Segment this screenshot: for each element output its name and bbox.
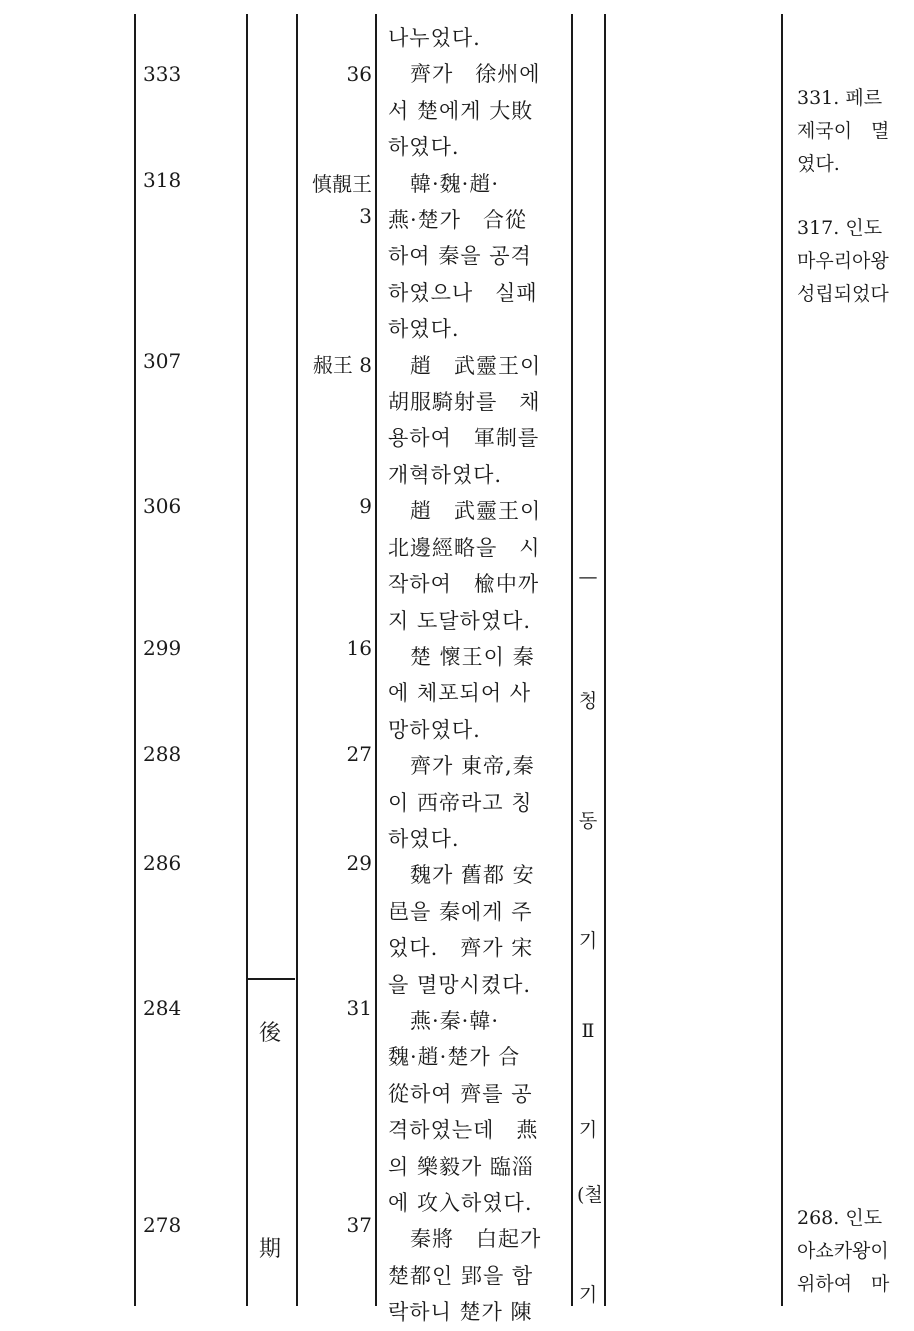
world-event-line: 아쇼카왕이 — [797, 1240, 889, 1262]
event-line: 燕·秦·韓· — [388, 1008, 500, 1033]
year-label: 284 — [143, 996, 182, 1020]
event-line: 었다. 齊가 宋 — [388, 936, 534, 961]
event-line: 이 西帝라고 칭 — [388, 790, 533, 815]
event-column — [388, 20, 568, 1331]
phase-char: 기 — [578, 1119, 598, 1141]
rule-year-period — [246, 14, 248, 1306]
event-line: 용하여 軍制를 — [388, 426, 540, 451]
year-label: 306 — [143, 494, 182, 518]
event-line: 나누었다. — [388, 26, 481, 50]
year-label: 318 — [143, 168, 182, 192]
year-label: 307 — [143, 349, 182, 373]
event-line: 魏가 舊都 安 — [388, 863, 535, 888]
world-event-line: 성립되었다 — [797, 283, 889, 305]
event-line: 을 멸망시켰다. — [388, 972, 532, 997]
reign-year: 16 — [346, 636, 372, 660]
event-line: 에 체포되어 사 — [388, 681, 532, 706]
period-label-period: 期 — [259, 1237, 282, 1262]
phase-char: Ⅱ — [581, 1020, 595, 1042]
event-line: 서 楚에게 大敗 — [388, 98, 534, 123]
event-line: 韓·魏·趙· — [388, 171, 500, 196]
world-event-line: 였다. — [797, 153, 840, 175]
event-line: 趙 武靈王이 — [388, 499, 542, 524]
event-line: 개혁하였다. — [388, 462, 503, 487]
phase-char: (철 — [577, 1184, 603, 1206]
event-line: 齊가 徐州에 — [388, 62, 541, 87]
event-line: 北邊經略을 시 — [388, 535, 541, 560]
event-line: 楚都인 郢을 함 — [388, 1263, 534, 1288]
period-label-later: 後 — [259, 1021, 282, 1046]
world-event-line: 331. 페르 — [797, 87, 883, 109]
world-event — [797, 1202, 889, 1301]
event-line: 지 도달하였다. — [388, 608, 532, 633]
phase-char: 동 — [578, 810, 598, 832]
year-label: 333 — [143, 62, 182, 86]
world-event-line: 제국이 멸 — [797, 120, 890, 142]
phase-dash: — — [578, 566, 598, 588]
rule-left — [134, 14, 136, 1306]
reign-name: 慎靚王 — [312, 172, 372, 196]
event-line: 하였다. — [388, 317, 460, 342]
rule-phase-right — [604, 14, 606, 1306]
phase-char: 청 — [578, 690, 598, 712]
event-line: 하였다. — [388, 826, 460, 851]
period-separator — [247, 978, 295, 980]
phase-char: 기 — [578, 1284, 598, 1306]
rule-event-phase — [571, 14, 573, 1306]
rule-period-reign — [296, 14, 298, 1306]
reign-year: 9 — [359, 494, 372, 518]
year-label: 299 — [143, 636, 182, 660]
event-line: 하여 秦을 공격 — [388, 244, 532, 269]
event-line: 楚 懷王이 秦 — [388, 644, 535, 669]
event-line: 齊가 東帝,秦 — [388, 754, 535, 779]
world-event-line: 마우리아왕 — [797, 250, 889, 272]
event-line: 에 攻入하였다. — [388, 1191, 533, 1215]
reign-year: 37 — [346, 1213, 372, 1237]
event-line: 작하여 楡中까 — [388, 572, 540, 597]
rule-reign-event — [375, 14, 377, 1306]
year-label: 286 — [143, 851, 182, 875]
world-event-line: 위하여 마 — [797, 1273, 890, 1295]
event-line: 하였다. — [388, 135, 460, 160]
reign-year: 3 — [359, 204, 372, 228]
event-line: 망하였다. — [388, 717, 481, 742]
year-label: 278 — [143, 1213, 182, 1237]
event-line: 魏·趙·楚가 合 — [388, 1045, 521, 1070]
event-line: 從하여 齊를 공 — [388, 1081, 533, 1106]
event-line: 趙 武靈王이 — [388, 353, 542, 378]
event-line: 락하니 楚가 陳 — [388, 1300, 533, 1325]
reign-year: 36 — [346, 62, 372, 86]
year-label: 288 — [143, 742, 182, 766]
world-event — [797, 82, 889, 181]
reign-name: 赧王 8 — [312, 353, 372, 377]
event-line: 격하였는데 燕 — [388, 1118, 539, 1143]
event-line: 의 樂毅가 臨淄 — [388, 1154, 534, 1179]
reign-year: 27 — [346, 742, 372, 766]
event-line: 邑을 秦에게 주 — [388, 899, 533, 924]
event-line: 秦將 白起가 — [388, 1227, 542, 1252]
world-event — [797, 212, 889, 311]
rule-world — [781, 14, 783, 1306]
world-event-line: 317. 인도 — [797, 217, 883, 239]
event-line: 燕·楚가 合從 — [388, 208, 527, 233]
reign-year: 29 — [346, 851, 372, 875]
event-line: 胡服騎射를 채 — [388, 390, 541, 415]
world-event-line: 268. 인도 — [797, 1207, 883, 1229]
reign-year: 31 — [346, 996, 372, 1020]
event-line: 하였으나 실패 — [388, 280, 538, 305]
phase-char: 기 — [578, 930, 598, 952]
